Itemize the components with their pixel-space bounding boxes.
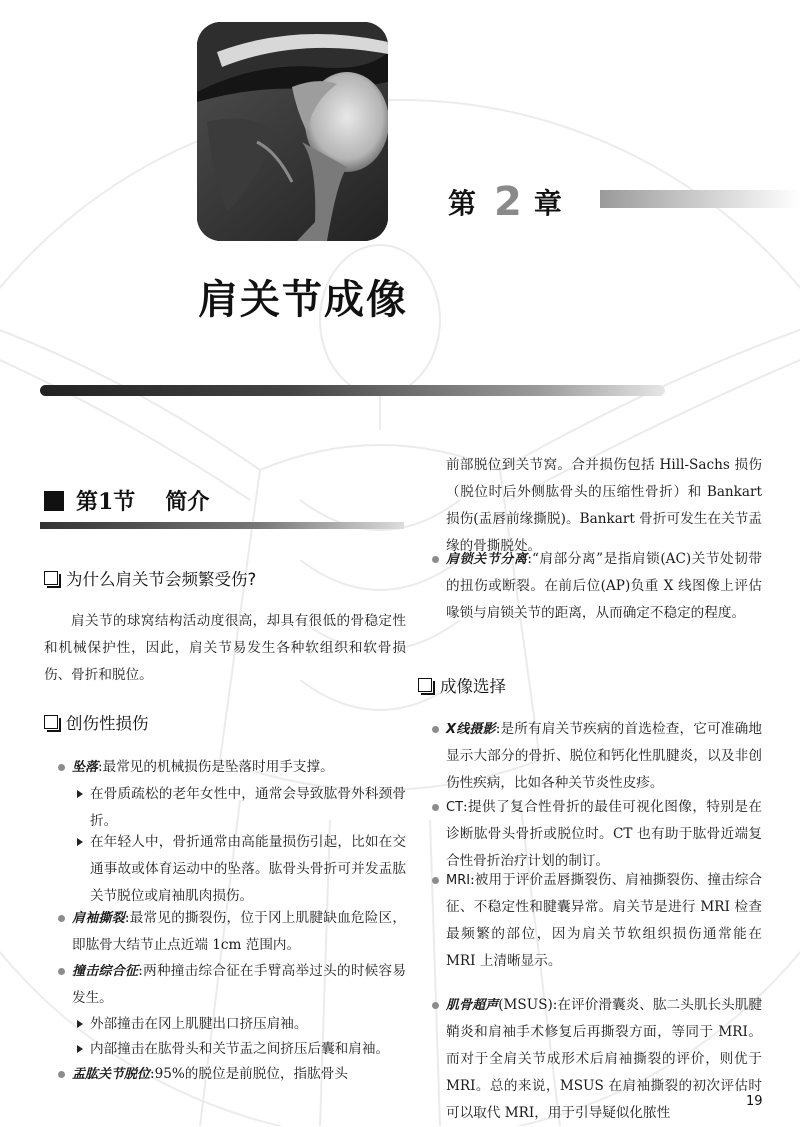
term-dislocation: 盂肱关节脱位 <box>72 1067 151 1082</box>
bullet-dot <box>58 915 65 922</box>
dislocation-continued: 前部脱位到关节窝。合并损伤包括 Hill-Sachs 损伤（脱位时后外侧肱骨头的压缩性骨折）和 Bankart 损伤(盂唇前缘撕脱)。Bankart 骨折可发生在关节盂缘的骨撕脱处。 <box>446 457 762 554</box>
checkbox-heading-icon <box>44 715 58 729</box>
bullet-dot <box>432 804 439 811</box>
bullet-mri: MRI:被用于评价盂唇撕裂伤、肩袖撕裂伤、撞击综合征、不稳定性和腱囊异常。肩关节是进行 MRI 检查最频繁的部位，因为肩关节软组织损伤通常能在 MRI 上清晰显示。 <box>446 867 762 975</box>
bullet-dot <box>432 877 439 884</box>
triangle-bullet-icon <box>77 1045 83 1053</box>
term-impingement: 撞击综合征 <box>72 964 139 979</box>
bullet-msus: 肌骨超声(MSUS):在评价滑囊炎、肱二头肌长头肌腱鞘炎和肩袖手术修复后再撕裂方面，等同于 MRI。而对于全肩关节成形术后肩袖撕裂的评价，则优于 MRI。总的来说，MSUS 在肩袖撕裂的初次评估时可以取代 MRI，用于引导疑似化脓性 <box>446 992 762 1127</box>
bullet-dot <box>58 968 65 975</box>
bullet-cuff-tear: 肩袖撕裂:最常见的撕裂伤，位于冈上肌腱缺血危险区，即肱骨大结节止点近端 1cm 范围内。 <box>72 905 406 959</box>
sub-bullet-young: 在年轻人中，骨折通常由高能量损伤引起，比如在交通事故或体育运动中的坠落。肱骨头骨折可并发盂肱关节脱位或肩袖肌肉损伤。 <box>90 829 406 910</box>
section-rule <box>40 522 404 529</box>
bullet-ac-separation: 肩锁关节分离:“肩部分离”是指肩锁(AC)关节处韧带的扭伤或断裂。在前后位(AP)负重 X 线图像上评估喙锁与肩锁关节的距离，从而确定不稳定的程度。 <box>446 546 762 627</box>
question-heading-why-injured: 为什么肩关节会频繁受伤? <box>44 566 256 590</box>
sub-bullet-external: 外部撞击在冈上肌腱出口挤压肩袖。 <box>90 1011 406 1038</box>
sub-bullet-elderly: 在骨质疏松的老年女性中，通常会导致肱骨外科颈骨折。 <box>90 781 406 835</box>
chapter-suffix: 章 <box>533 187 568 220</box>
term-ct: CT <box>446 800 464 815</box>
term-xray: X线摄影 <box>446 722 496 737</box>
section-marker-square <box>44 491 64 511</box>
term-cuff-tear: 肩袖撕裂 <box>72 911 125 926</box>
heading-imaging-choice: 成像选择 <box>418 673 506 697</box>
bullet-dislocation: 盂肱关节脱位:95%的脱位是前脱位，指肱骨头 <box>72 1061 406 1088</box>
intro-paragraph: 肩关节的球窝结构活动度很高，却具有很低的骨稳定性和机械保护性，因此，肩关节易发生各种软组织和软骨损伤、骨折和脱位。 <box>44 613 406 683</box>
chapter-label <box>448 179 568 225</box>
bullet-dot <box>432 1002 439 1009</box>
bullet-impingement: 撞击综合征:两种撞击综合征在手臂高举过头的时候容易发生。 <box>72 958 406 1012</box>
chapter-band <box>600 190 800 208</box>
term-ac-separation: 肩锁关节分离 <box>446 552 528 567</box>
triangle-bullet-icon <box>77 1020 83 1028</box>
sub-bullet-internal: 内部撞击在肱骨头和关节盂之间挤压后囊和肩袖。 <box>90 1036 406 1063</box>
bullet-fall: 坠落:最常见的机械损伤是坠落时用手支撑。 <box>72 754 406 781</box>
triangle-bullet-icon <box>77 790 83 798</box>
chapter-title: 肩关节成像 <box>198 277 408 323</box>
section-label: 第1节 <box>76 489 136 515</box>
checkbox-heading-icon <box>44 571 58 585</box>
bullet-ct: CT:提供了复合性骨折的最佳可视化图像，特别是在诊断肱骨头骨折或脱位时。CT 也有助于肱骨近端复合性骨折治疗计划的制订。 <box>446 794 762 875</box>
question-heading-trauma: 创伤性损伤 <box>44 710 149 734</box>
triangle-bullet-icon <box>77 838 83 846</box>
bullet-xray: X线摄影:是所有肩关节疾病的首选检查，它可准确地显示大部分的骨折、脱位和钙化性肌腱炎，以及非创伤性疾病，比如各种关节炎性皮疹。 <box>446 716 762 797</box>
chapter-divider <box>40 385 665 396</box>
bullet-dot <box>432 556 439 563</box>
section-heading <box>44 485 209 516</box>
section-title: 简介 <box>165 489 210 515</box>
term-fall: 坠落 <box>72 760 99 775</box>
bullet-dot <box>58 764 65 771</box>
term-mri: MRI <box>446 873 471 888</box>
chapter-prefix: 第 <box>448 187 483 220</box>
bullet-dot <box>58 1071 65 1078</box>
page-number: 19 <box>746 1094 763 1109</box>
bullet-dot <box>432 726 439 733</box>
shoulder-mri-image <box>197 22 388 241</box>
term-msus: 肌骨超声 <box>446 998 499 1013</box>
chapter-number: 2 <box>494 179 522 225</box>
checkbox-heading-icon <box>418 678 432 692</box>
